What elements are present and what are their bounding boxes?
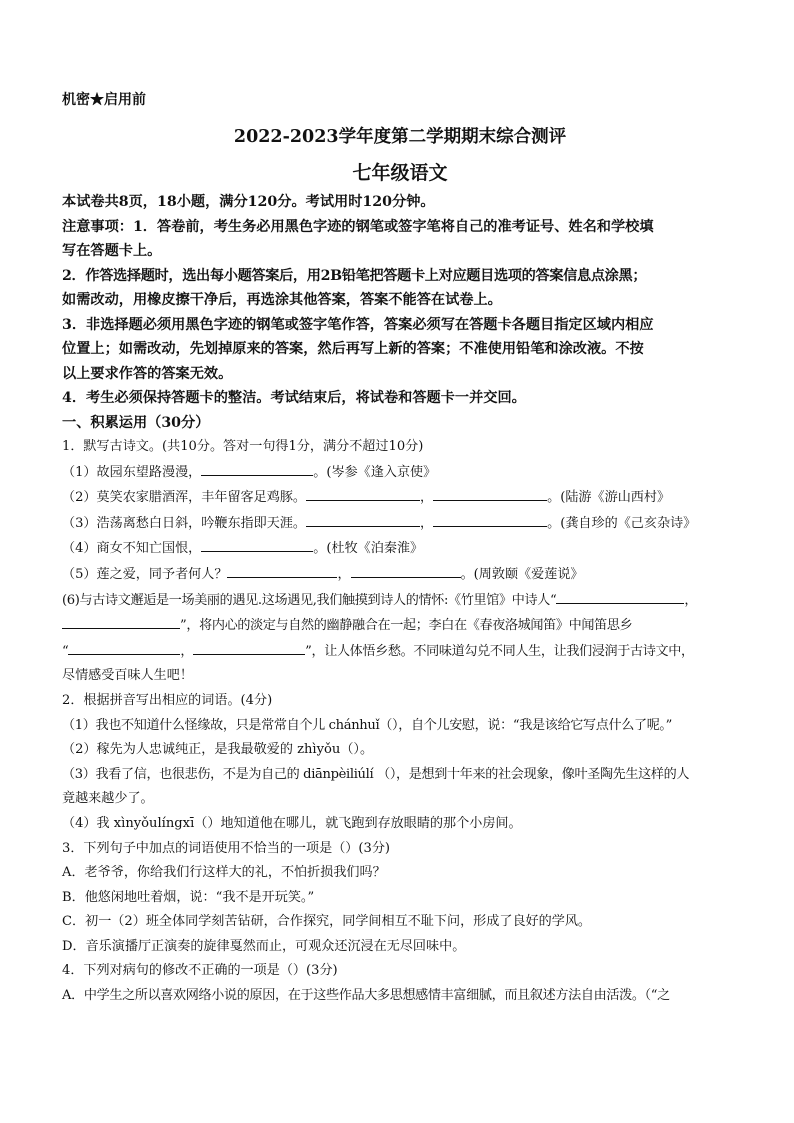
question-line: （3）我看了信，也很悲伤，不是为自己的 diānpèiliúlí （），是想到十年来的社会现象，像叶圣陶先生这样的人 xyxy=(62,766,690,782)
question-line: （1）故园东望路漫漫， 。(岑参《逢入京使》 xyxy=(62,460,738,486)
question-stem: 3．下列句子中加点的词语使用不恰当的一项是（）(3分) xyxy=(62,840,391,856)
question-line: 尽情感受百味人生吧！ xyxy=(62,668,193,684)
notice-line: 如需改动，用橡皮擦干净后，再选涂其他答案，答案不能答在试卷上。 xyxy=(62,292,502,308)
confidential-mark: 机密★启用前 xyxy=(62,92,146,108)
question-line: （2）稼先为人忠诚纯正，是我最敬爱的 zhìyǒu（）。 xyxy=(62,742,374,758)
notice-line: 3．非选择题必须用黑色字迹的钢笔或签字笔作答，答案必须写在答题卡各题目指定区域内相应 xyxy=(62,316,654,333)
exam-summary: 本试卷共8页，18小题，满分120分。考试用时120分钟。 xyxy=(62,194,435,210)
question-line: （3）浩荡离愁白日斜，吟鞭东指即天涯。 ， 。(龚自珍的《己亥杂诗》 xyxy=(62,511,738,537)
answer-blank[interactable] xyxy=(62,613,180,629)
option-a: A．中学生之所以喜欢网络小说的原因，在于这些作品大多思想感情丰富细腻，而且叙述方法自由活泼。（“之 xyxy=(62,988,670,1004)
section-heading: 一、积累运用（30分） xyxy=(62,414,210,431)
option-c: C．初一（2）班全体同学刻苦钻研，合作探究，同学间相互不耻下问，形成了良好的学风。 xyxy=(62,914,592,930)
question-line: ”，将内心的淡定与自然的幽静融合在一起；李白在《春夜洛城闻笛》中闻笛思乡 xyxy=(62,613,738,639)
option-b: B．他悠闲地吐着烟，说：“我不是开玩笑。” xyxy=(62,889,315,905)
exam-page xyxy=(62,90,738,1009)
question-stem: 4．下列对病句的修改不正确的一项是（）(3分) xyxy=(62,963,338,979)
answer-blank[interactable] xyxy=(351,562,461,578)
option-d: D．音乐演播厅正演奏的旋律戛然而止，可观众还沉浸在无尽回味中。 xyxy=(62,938,466,954)
question-stem: 1．默写古诗文。(共10分。答对一句得1分，满分不超过10分) xyxy=(62,439,424,454)
question-line: （5）莲之爱，同予者何人？ ， 。(周敦颐《爱莲说》 xyxy=(62,562,738,588)
question-line: (6)与古诗文邂逅是一场美丽的遇见.这场遇见,我们触摸到诗人的情怀:《竹里馆》中诗人“ ， xyxy=(62,588,738,614)
answer-blank[interactable] xyxy=(556,588,684,604)
answer-blank[interactable] xyxy=(433,485,547,501)
answer-blank[interactable] xyxy=(306,485,420,501)
question-line: 竟越来越少了。 xyxy=(62,791,154,807)
exam-title: 2022-2023学年度第二学期期末综合测评 xyxy=(233,127,567,147)
question-line: （2）莫笑农家腊酒浑，丰年留客足鸡豚。 ， 。(陆游《游山西村》 xyxy=(62,485,738,511)
answer-blank[interactable] xyxy=(433,511,547,527)
notice-line: 4．考生必须保持答题卡的整洁。考试结束后，将试卷和答题卡一并交回。 xyxy=(62,390,526,406)
exam-subtitle: 七年级语文 xyxy=(352,162,448,184)
answer-blank[interactable] xyxy=(68,639,180,655)
answer-blank[interactable] xyxy=(306,511,420,527)
notice-line: 注意事项：1．答卷前，考生务必用黑色字迹的钢笔或签字笔将自己的准考证号、姓名和学校填 xyxy=(62,218,654,235)
answer-blank[interactable] xyxy=(201,536,313,552)
answer-blank[interactable] xyxy=(193,639,305,655)
question-line: （4）商女不知亡国恨， 。(杜牧《泊秦淮》 xyxy=(62,536,738,562)
option-a: A．老爷爷，你给我们行这样大的礼，不怕折损我们吗？ xyxy=(62,865,386,881)
notice-line: 以上要求作答的答案无效。 xyxy=(62,365,233,382)
notice-line: 2．作答选择题时，选出每小题答案后，用2B铅笔把答题卡上对应题目选项的答案信息点涂黑； xyxy=(62,267,647,284)
question-line: （4）我 xìnyǒulíngxī（）地知道他在哪儿，就飞跑到存放眼睛的那个小房间。 xyxy=(62,815,522,831)
notice-line: 位置上；如需改动，先划掉原来的答案，然后再写上新的答案；不准使用铅笔和涂改液。不按 xyxy=(62,341,644,357)
answer-blank[interactable] xyxy=(227,562,337,578)
question-stem: 2．根据拼音写出相应的词语。(4分) xyxy=(62,692,273,708)
notice-line: 写在答题卡上。 xyxy=(62,243,162,259)
answer-blank[interactable] xyxy=(201,460,313,476)
question-line: “ ， ”，让人体悟乡愁。不同味道勾兑不同人生，让我们浸润于古诗文中， xyxy=(62,639,738,665)
question-line: （1）我也不知道什么怪缘故，只是常常自个儿 chánhuǐ（），自个儿安慰，说：“我是该给它写点什么了呢。” xyxy=(62,717,672,733)
